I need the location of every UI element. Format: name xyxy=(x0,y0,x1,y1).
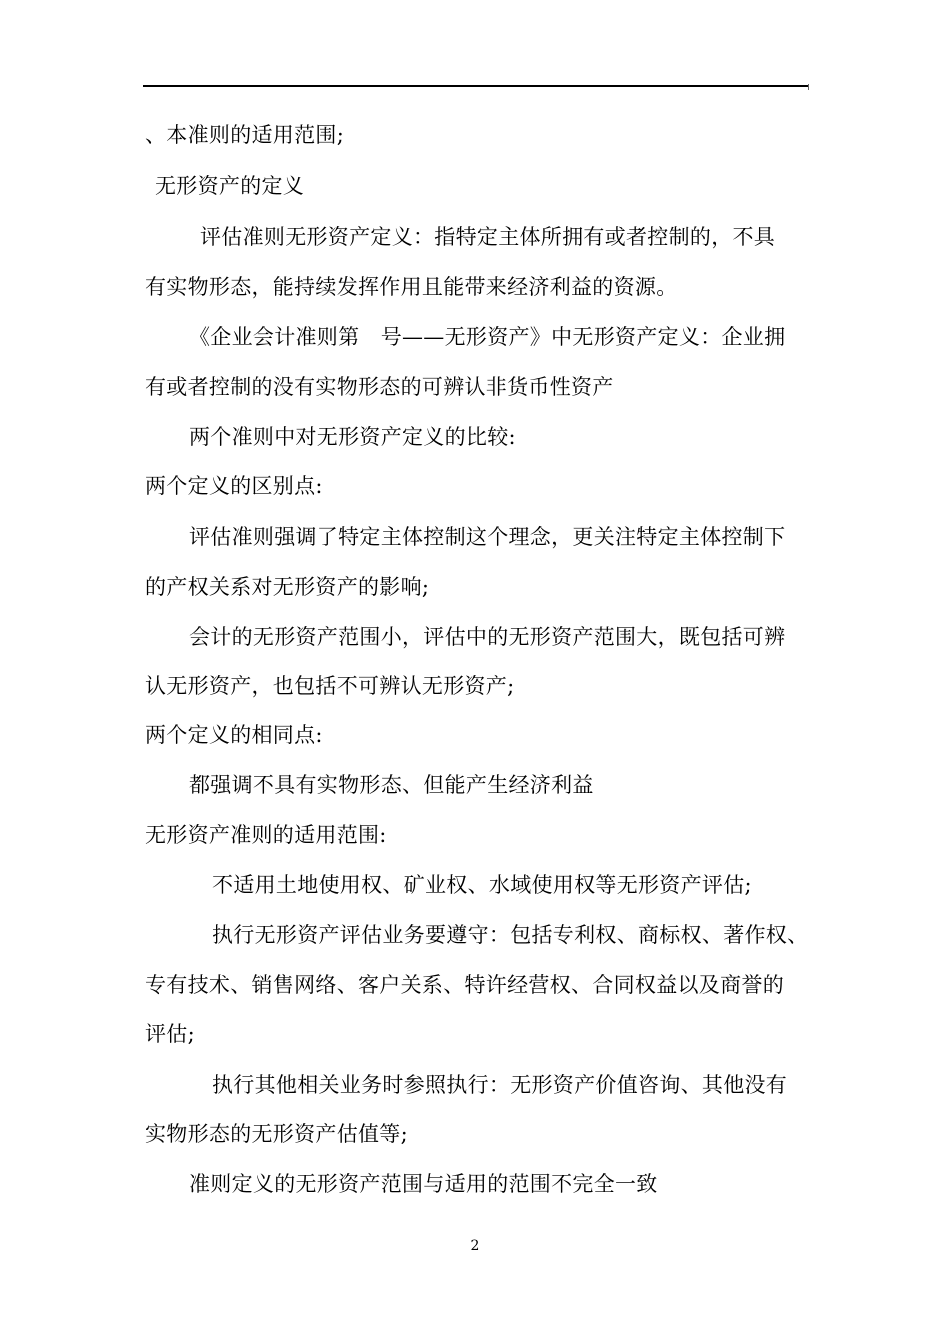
text-line: 认无形资产，也包括不可辨认无形资产; xyxy=(145,674,515,698)
text-line: 有实物形态，能持续发挥作用且能带来经济利益的资源。 xyxy=(145,275,678,299)
text-line: 准则定义的无形资产范围与适用的范围不完全一致 xyxy=(189,1172,658,1196)
text-line: 执行其他相关业务时参照执行：无形资产价值咨询、其他没有 xyxy=(212,1073,788,1097)
text-line: 评估; xyxy=(145,1022,195,1046)
text-line: 两个定义的区别点: xyxy=(145,474,323,498)
section-heading: 无形资产的定义 xyxy=(155,174,305,198)
page-number: 2 xyxy=(470,1238,480,1254)
text-line: 实物形态的无形资产估值等; xyxy=(145,1122,408,1146)
text-line: 专有技术、销售网络、客户关系、特许经营权、合同权益以及商誉的 xyxy=(145,973,784,997)
text-line: 有或者控制的没有实物形态的可辨认非货币性资产 xyxy=(145,375,614,399)
text-line: 、本准则的适用范围; xyxy=(145,123,345,147)
text-line: 不适用土地使用权、矿业权、水域使用权等无形资产评估; xyxy=(212,873,752,897)
text-line: 都强调不具有实物形态、但能产生经济利益 xyxy=(189,773,594,797)
text-line: 评估准则无形资产定义：指特定主体所拥有或者控制的，不具 xyxy=(200,225,776,249)
text-line: 两个准则中对无形资产定义的比较: xyxy=(189,425,516,449)
header-rule xyxy=(143,85,808,87)
text-line: 无形资产准则的适用范围: xyxy=(145,823,387,847)
text-line: 的产权关系对无形资产的影响; xyxy=(145,575,430,599)
header-rule-end-mark xyxy=(808,84,809,90)
text-line: 会计的无形资产范围小，评估中的无形资产范围大，既包括可辨 xyxy=(189,625,786,649)
text-line: 评估准则强调了特定主体控制这个理念，更关注特定主体控制下 xyxy=(189,525,786,549)
text-line: 执行无形资产评估业务要遵守：包括专利权、商标权、著作权、 xyxy=(212,923,809,947)
text-line: 两个定义的相同点: xyxy=(145,723,323,747)
text-line: 《企业会计准则第 号——无形资产》中无形资产定义：企业拥 xyxy=(189,325,786,349)
